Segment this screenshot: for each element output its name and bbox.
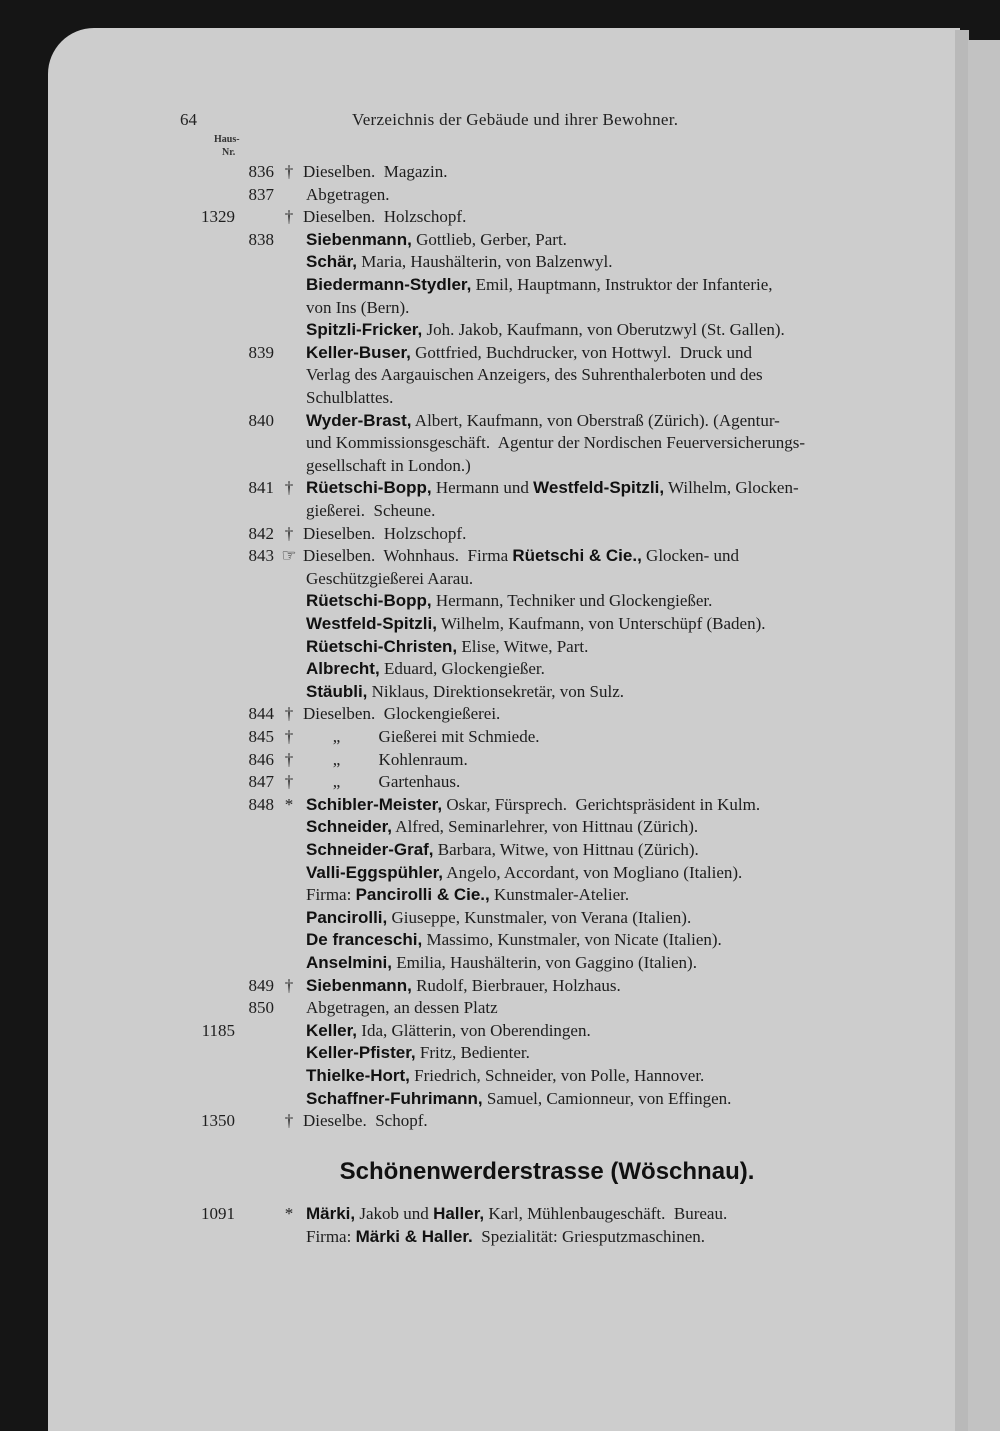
entry-name: Schaffner-Fuhrimann, (306, 1088, 483, 1108)
entry-name: Märki & Haller. (355, 1226, 473, 1246)
entry-detail: „ Gartenhaus. (303, 772, 461, 792)
house-number: 846 (248, 749, 274, 769)
entry-text (306, 1043, 916, 1063)
entry-detail: Niklaus, Direktionsekretär, von Sulz. (367, 681, 625, 701)
entry-name: Pancirolli, (306, 907, 388, 927)
entry-detail: Gottlieb, Gerber, Part. (411, 229, 567, 249)
entry-detail: Emil, Hauptmann, Instruktor der Infanterie, (471, 275, 773, 294)
entry-text (306, 252, 916, 272)
entry-detail: und Kommissionsgeschäft. Agentur der Nordischen Feuerversicherungs- (306, 433, 806, 453)
directory-entry (0, 388, 1000, 411)
directory-entry (0, 320, 1000, 343)
entry-detail: Geschützgießerei Aarau. (306, 568, 474, 588)
entry-name: Schneider, (306, 817, 392, 837)
directory-entry (0, 1111, 1000, 1134)
entry-name: Haller, (433, 1204, 485, 1223)
entry-text (306, 659, 916, 679)
directory-entry (0, 795, 1000, 818)
directory-entry (0, 207, 1000, 230)
directory-entry (0, 750, 1000, 773)
entry-text (306, 908, 916, 928)
entry-name: Valli-Eggspühler, (306, 862, 443, 882)
house-number: 843 (248, 546, 274, 566)
entry-text (306, 637, 916, 657)
entry-detail: gesellschaft in London.) (306, 455, 471, 475)
directory-entry (0, 682, 1000, 705)
directory-entry (0, 885, 1000, 908)
house-number: 848 (248, 794, 274, 814)
entry-name: Märki, (306, 1204, 356, 1223)
entry-text (306, 456, 916, 476)
entry-detail: von Ins (Bern). (306, 297, 410, 317)
entry-name: Westfeld-Spitzli, (306, 614, 437, 633)
entry-detail: Hermann und (431, 478, 534, 498)
entry-text (306, 885, 916, 905)
entry-marker: † (284, 975, 294, 995)
entry-detail: „ Kohlenraum. (303, 749, 468, 769)
entry-detail: Hermann, Techniker und Glockengießer. (431, 591, 713, 611)
entry-marker: † (284, 478, 294, 498)
entry-detail: Dieselbe. Schopf. (303, 1111, 428, 1131)
entry-text (303, 546, 913, 566)
entry-name: Rüetschi-Bopp, (306, 591, 432, 611)
entry-name: Biedermann-Stydler, (306, 275, 472, 294)
entry-text (303, 1111, 913, 1131)
entry-text (303, 162, 913, 182)
house-number: 850 (248, 998, 274, 1018)
house-number: 1185 (201, 1020, 235, 1040)
entry-detail: Schulblattes. (306, 388, 394, 407)
entry-name: Albrecht, (306, 659, 380, 679)
entry-detail: Wilhelm, Glocken- (664, 478, 799, 498)
directory-entry (0, 252, 1000, 275)
entry-detail: Rudolf, Bierbrauer, Holzhaus. (411, 975, 621, 995)
house-number: 849 (248, 975, 274, 995)
house-number: 840 (248, 410, 274, 430)
directory-entry (0, 817, 1000, 840)
house-number: 842 (248, 523, 274, 543)
entry-detail: Dieselben. Holzschopf. (303, 207, 467, 227)
directory-entry (0, 1227, 1000, 1250)
entry-name: Spitzli-Fricker, (306, 320, 423, 340)
entry-marker: † (284, 704, 294, 724)
directory-entry (0, 1089, 1000, 1112)
entry-detail: gießerei. Scheune. (306, 501, 436, 520)
entry-marker: † (284, 749, 294, 769)
entry-detail: Giuseppe, Kunstmaler, von Verana (Italien). (387, 907, 692, 927)
entry-marker: † (284, 162, 294, 181)
entry-detail: Friedrich, Schneider, von Polle, Hannover. (409, 1066, 705, 1085)
entry-marker: † (284, 772, 294, 792)
directory-entry (0, 976, 1000, 999)
entry-text (306, 795, 916, 815)
entry-detail: Firma: (306, 1226, 356, 1246)
entry-text (306, 388, 916, 408)
directory-entry (0, 524, 1000, 547)
entry-text (306, 953, 916, 973)
entry-detail: Jakob und (355, 1204, 434, 1223)
entry-marker: * (284, 794, 294, 814)
directory-entry (0, 863, 1000, 886)
entry-text (306, 976, 916, 996)
entry-detail: Abgetragen. (306, 184, 390, 204)
entry-detail: Verlag des Aargauischen Anzeigers, des Suhrenthalerboten und des (306, 365, 763, 385)
entry-detail: Dieselben. Wohnhaus. Firma (303, 546, 513, 566)
directory-entry (0, 230, 1000, 253)
entry-text (303, 524, 913, 544)
directory-entry (0, 478, 1000, 501)
entry-detail: Albert, Kaufmann, von Oberstraß (Zürich). (Agentur- (411, 410, 780, 430)
section-title: Schönenwerderstrasse (Wöschnau). (339, 1158, 755, 1185)
entry-name: Anselmini, (306, 953, 392, 972)
entry-detail: Oskar, Fürsprech. Gerichtspräsident in Kulm. (442, 794, 761, 814)
entry-marker: † (284, 727, 294, 746)
directory-entry (0, 411, 1000, 434)
house-number: 845 (248, 727, 274, 746)
directory-entry (0, 614, 1000, 637)
entry-marker: † (284, 1111, 294, 1131)
house-number: 847 (248, 772, 274, 792)
directory-entry (0, 1204, 1000, 1227)
directory-entry (0, 659, 1000, 682)
directory-entry (0, 546, 1000, 569)
entry-name: Rüetschi & Cie., (512, 546, 642, 566)
entry-detail: Dieselben. Holzschopf. (303, 523, 467, 543)
house-number: 837 (248, 184, 274, 204)
entry-text (303, 207, 913, 227)
entry-detail: Glocken- und (641, 546, 740, 566)
entry-text (303, 750, 913, 770)
entry-detail: Abgetragen, an dessen Platz (306, 998, 498, 1018)
entry-text (306, 682, 916, 702)
entry-text (306, 320, 916, 340)
entry-detail: Barbara, Witwe, von Hittnau (Zürich). (433, 840, 699, 859)
entry-text (306, 230, 916, 250)
directory-entry (0, 908, 1000, 931)
entry-text (306, 591, 916, 611)
directory-entry (0, 1021, 1000, 1044)
directory-entry (0, 275, 1000, 298)
directory-entry (0, 501, 1000, 524)
entry-text (306, 298, 916, 318)
entry-text (306, 501, 916, 521)
directory-entry (0, 298, 1000, 321)
entry-text (306, 433, 916, 453)
entry-text (306, 1066, 916, 1086)
column-head-line-1: Haus- (214, 134, 240, 145)
house-number: 1091 (201, 1204, 235, 1223)
house-number: 836 (248, 162, 274, 181)
entry-text (306, 185, 916, 205)
house-number: 1329 (201, 207, 235, 227)
column-head-line-2: Nr. (222, 147, 236, 158)
directory-entry (0, 591, 1000, 614)
entry-detail: Samuel, Camionneur, von Effingen. (482, 1088, 732, 1108)
directory-entry (0, 1043, 1000, 1066)
directory-entry (0, 637, 1000, 660)
entry-name: De franceschi, (306, 930, 423, 950)
house-number: 839 (248, 342, 274, 362)
entry-detail: Elise, Witwe, Part. (457, 636, 589, 656)
directory-entry (0, 930, 1000, 953)
entry-marker: ☞ (281, 546, 297, 566)
entry-marker: † (284, 207, 294, 227)
entry-detail: Joh. Jakob, Kaufmann, von Oberutzwyl (St. Gallen). (422, 320, 785, 340)
entry-name: Siebenmann, (306, 975, 412, 995)
entry-name: Stäubli, (306, 681, 368, 701)
entry-text (306, 478, 916, 498)
house-number: 838 (248, 229, 274, 249)
entry-detail: Alfred, Seminarlehrer, von Hittnau (Zürich). (391, 817, 699, 837)
entry-text (303, 772, 913, 792)
directory-entry (0, 998, 1000, 1021)
entry-name: Westfeld-Spitzli, (533, 478, 665, 498)
directory-entry (0, 840, 1000, 863)
entry-detail: Eduard, Glockengießer. (379, 659, 545, 679)
entry-text (306, 1089, 916, 1109)
entry-text (306, 930, 916, 950)
directory-entry (0, 953, 1000, 976)
entry-text (303, 704, 913, 724)
entry-detail: „ Gießerei mit Schmiede. (303, 727, 540, 746)
entry-text (306, 998, 916, 1018)
directory-entry (0, 569, 1000, 592)
entry-detail: Karl, Mühlenbaugeschäft. Bureau. (484, 1204, 728, 1223)
entry-detail: Fritz, Bedienter. (415, 1043, 530, 1063)
directory-entry (0, 343, 1000, 366)
entry-text (306, 411, 916, 431)
entry-detail: Wilhelm, Kaufmann, von Unterschüpf (Baden). (436, 614, 766, 633)
entry-detail: Emilia, Haushälterin, von Gaggino (Italien). (391, 953, 697, 972)
directory-entry (0, 772, 1000, 795)
entry-detail: Maria, Haushälterin, von Balzenwyl. (357, 252, 613, 272)
entry-text (306, 840, 916, 860)
entry-name: Rüetschi-Christen, (306, 636, 458, 656)
entry-name: Keller-Buser, (306, 342, 411, 362)
directory-entry (0, 456, 1000, 479)
directory-entry (0, 365, 1000, 388)
page-number: 64 (180, 110, 197, 129)
entry-name: Keller-Pfister, (306, 1043, 416, 1063)
entry-detail: Kunstmaler-Atelier. (489, 885, 630, 905)
house-number: 841 (248, 478, 274, 498)
entry-detail: Ida, Glätterin, von Oberendingen. (357, 1020, 591, 1040)
entry-detail: Dieselben. Glockengießerei. (303, 704, 501, 724)
entry-name: Keller, (306, 1020, 358, 1040)
entry-text (306, 275, 916, 295)
house-number: 844 (248, 704, 274, 724)
entry-text (306, 1204, 916, 1224)
entry-name: Wyder-Brast, (306, 410, 412, 430)
entry-text (306, 569, 916, 589)
entry-marker: * (284, 1204, 294, 1223)
entry-detail: Dieselben. Magazin. (303, 162, 448, 181)
entry-detail: Massimo, Kunstmaler, von Nicate (Italien). (422, 930, 722, 950)
entry-name: Schär, (306, 252, 358, 272)
entry-name: Siebenmann, (306, 229, 412, 249)
entry-text (303, 727, 913, 747)
entry-detail: Gottfried, Buchdrucker, von Hottwyl. Druck und (410, 342, 753, 362)
entry-detail: Angelo, Accordant, von Mogliano (Italien). (442, 862, 743, 882)
entry-text (306, 343, 916, 363)
entry-name: Thielke-Hort, (306, 1066, 410, 1085)
column-head-house-number (214, 133, 240, 159)
entry-detail: Spezialität: Griesputzmaschinen. (472, 1226, 706, 1246)
entry-text (306, 863, 916, 883)
directory-entry (0, 727, 1000, 750)
entry-text (306, 365, 916, 385)
running-head: Verzeichnis der Gebäude und ihrer Bewohner. (352, 110, 679, 129)
entry-text (306, 1021, 916, 1041)
directory-entry (0, 162, 1000, 185)
entry-name: Rüetschi-Bopp, (306, 478, 432, 498)
entry-name: Schibler-Meister, (306, 794, 443, 814)
entry-name: Pancirolli & Cie., (355, 885, 490, 905)
directory-entry (0, 704, 1000, 727)
entry-text (306, 1227, 916, 1247)
directory-entry (0, 185, 1000, 208)
house-number: 1350 (201, 1111, 235, 1131)
entry-text (306, 614, 916, 634)
directory-entry (0, 1066, 1000, 1089)
directory-entry (0, 433, 1000, 456)
entry-name: Schneider-Graf, (306, 840, 434, 859)
entry-detail: Firma: (306, 885, 356, 905)
entry-text (306, 817, 916, 837)
entry-marker: † (284, 523, 294, 543)
